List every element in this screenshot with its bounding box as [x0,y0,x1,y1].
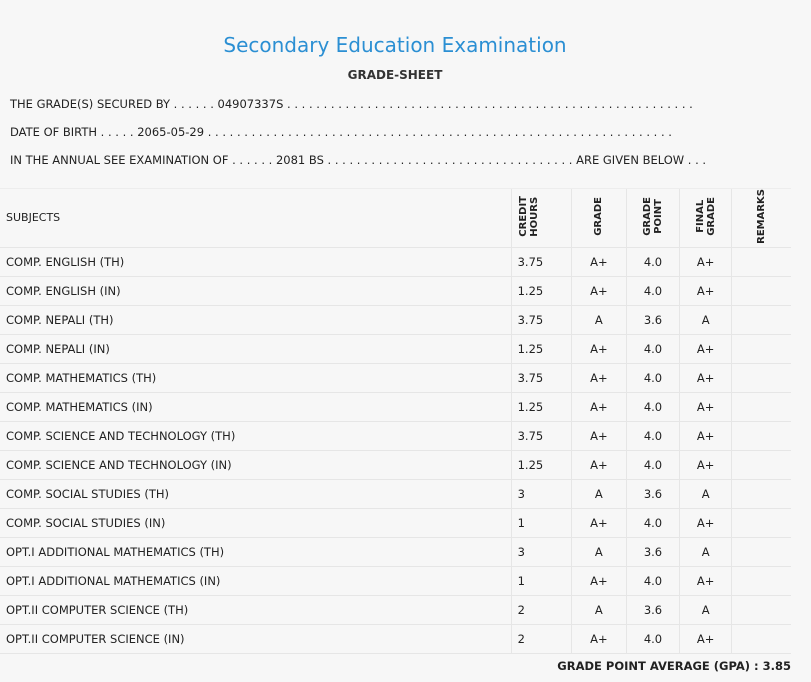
final-grade-cell: A [680,305,732,334]
credit-hours-cell: 3 [511,479,571,508]
grade-cell: A+ [571,334,626,363]
grade-point-cell: 3.6 [626,305,679,334]
subject-cell: COMP. NEPALI (IN) [0,334,511,363]
grade-point-header [626,189,679,248]
table-row [0,450,791,479]
credit-hours-cell: 1 [511,508,571,537]
grade-point-cell: 4.0 [626,566,679,595]
grade-cell: A+ [571,508,626,537]
grade-cell: A+ [571,624,626,653]
remarks-cell [732,595,791,624]
subject-cell: COMP. MATHEMATICS (IN) [0,392,511,421]
credit-hours-cell: 1 [511,566,571,595]
remarks-cell [732,508,791,537]
table-row [0,479,791,508]
table-row [0,595,791,624]
credit-hours-cell: 3.75 [511,363,571,392]
table-row [0,363,791,392]
credit-hours-cell: 3.75 [511,247,571,276]
grade-point-header-label: GRADE POINT [641,197,664,236]
credit-hours-cell: 1.25 [511,334,571,363]
grade-point-cell: 4.0 [626,392,679,421]
grade-point-cell: 3.6 [626,537,679,566]
table-row [0,421,791,450]
remarks-cell [732,450,791,479]
grade-cell: A+ [571,247,626,276]
gpa-summary: GRADE POINT AVERAGE (GPA) : 3.85 [557,659,791,673]
grade-point-cell: 4.0 [626,624,679,653]
subject-cell: COMP. SCIENCE AND TECHNOLOGY (IN) [0,450,511,479]
grade-cell: A+ [571,276,626,305]
final-grade-cell: A+ [680,508,732,537]
table-row [0,305,791,334]
subject-cell: OPT.I ADDITIONAL MATHEMATICS (IN) [0,566,511,595]
credit-hours-cell: 2 [511,595,571,624]
credit-hours-cell: 3.75 [511,305,571,334]
exam-title: Secondary Education Examination [223,33,567,57]
remarks-cell [732,479,791,508]
table-header-row [0,189,791,248]
grade-cell: A+ [571,566,626,595]
grade-cell: A+ [571,421,626,450]
subject-cell: COMP. MATHEMATICS (TH) [0,363,511,392]
remarks-cell [732,363,791,392]
secured-by-line: THE GRADE(S) SECURED BY . . . . . . 04907337S . . . . . . . . . . . . . . . . . . . . . . . . . . . . . . . . . . . . . . . . . . . . . . . . . . . . . . . . [10,97,693,111]
subject-cell: COMP. NEPALI (TH) [0,305,511,334]
final-grade-header-label: FINAL GRADE [694,197,717,236]
remarks-cell [732,421,791,450]
final-grade-cell: A+ [680,421,732,450]
grade-cell: A [571,305,626,334]
date-of-birth-line: DATE OF BIRTH . . . . . 2065-05-29 . . . . . . . . . . . . . . . . . . . . . . . . . . . . . . . . . . . . . . . . . . . . . . . . . . . . . . . . . . . . . . . . [10,125,672,139]
grade-header [571,189,626,248]
credit-hours-cell: 1.25 [511,450,571,479]
final-grade-cell: A+ [680,247,732,276]
final-grade-cell: A+ [680,624,732,653]
grade-point-cell: 4.0 [626,247,679,276]
credit-hours-cell: 3.75 [511,421,571,450]
final-grade-cell: A+ [680,392,732,421]
grade-point-cell: 4.0 [626,334,679,363]
grade-cell: A+ [571,363,626,392]
grade-cell: A [571,595,626,624]
grade-cell: A+ [571,392,626,421]
table-row [0,566,791,595]
credit-hours-header-label: CREDIT HOURS [517,196,540,237]
remarks-cell [732,305,791,334]
remarks-cell [732,276,791,305]
final-grade-cell: A+ [680,363,732,392]
remarks-header [732,189,791,248]
remarks-header-label: REMARKS [756,189,768,244]
grade-point-cell: 3.6 [626,595,679,624]
credit-hours-cell: 3 [511,537,571,566]
table-row [0,392,791,421]
grade-cell: A [571,537,626,566]
credit-hours-cell: 2 [511,624,571,653]
subject-cell: COMP. SCIENCE AND TECHNOLOGY (TH) [0,421,511,450]
grades-table [0,188,791,654]
table-row [0,247,791,276]
grade-point-cell: 4.0 [626,363,679,392]
final-grade-cell: A+ [680,566,732,595]
credit-hours-header [511,189,571,248]
final-grade-cell: A [680,479,732,508]
grade-sheet-subtitle: GRADE-SHEET [347,68,443,82]
remarks-cell [732,392,791,421]
subject-cell: OPT.II COMPUTER SCIENCE (TH) [0,595,511,624]
final-grade-cell: A+ [680,276,732,305]
grade-header-label: GRADE [593,197,605,236]
grade-cell: A+ [571,450,626,479]
subject-cell: COMP. SOCIAL STUDIES (TH) [0,479,511,508]
remarks-cell [732,624,791,653]
remarks-cell [732,247,791,276]
remarks-cell [732,334,791,363]
table-row [0,537,791,566]
final-grade-cell: A [680,595,732,624]
subject-cell: COMP. ENGLISH (IN) [0,276,511,305]
table-row [0,276,791,305]
grade-point-cell: 3.6 [626,479,679,508]
subjects-header: SUBJECTS [0,189,511,248]
remarks-cell [732,566,791,595]
subject-cell: COMP. SOCIAL STUDIES (IN) [0,508,511,537]
subject-cell: COMP. ENGLISH (TH) [0,247,511,276]
final-grade-cell: A [680,537,732,566]
credit-hours-cell: 1.25 [511,276,571,305]
grade-point-cell: 4.0 [626,421,679,450]
subject-cell: OPT.I ADDITIONAL MATHEMATICS (TH) [0,537,511,566]
table-row [0,334,791,363]
grade-point-cell: 4.0 [626,508,679,537]
grade-point-cell: 4.0 [626,450,679,479]
table-row [0,624,791,653]
table-row [0,508,791,537]
subject-cell: OPT.II COMPUTER SCIENCE (IN) [0,624,511,653]
grade-cell: A [571,479,626,508]
remarks-cell [732,537,791,566]
final-grade-cell: A+ [680,334,732,363]
exam-year-line: IN THE ANNUAL SEE EXAMINATION OF . . . . . . 2081 BS . . . . . . . . . . . . . . . . . . . . . . . . . . . . . . . . . . ARE GIVEN BELOW . . . [10,153,707,167]
final-grade-header [680,189,732,248]
grade-point-cell: 4.0 [626,276,679,305]
credit-hours-cell: 1.25 [511,392,571,421]
final-grade-cell: A+ [680,450,732,479]
